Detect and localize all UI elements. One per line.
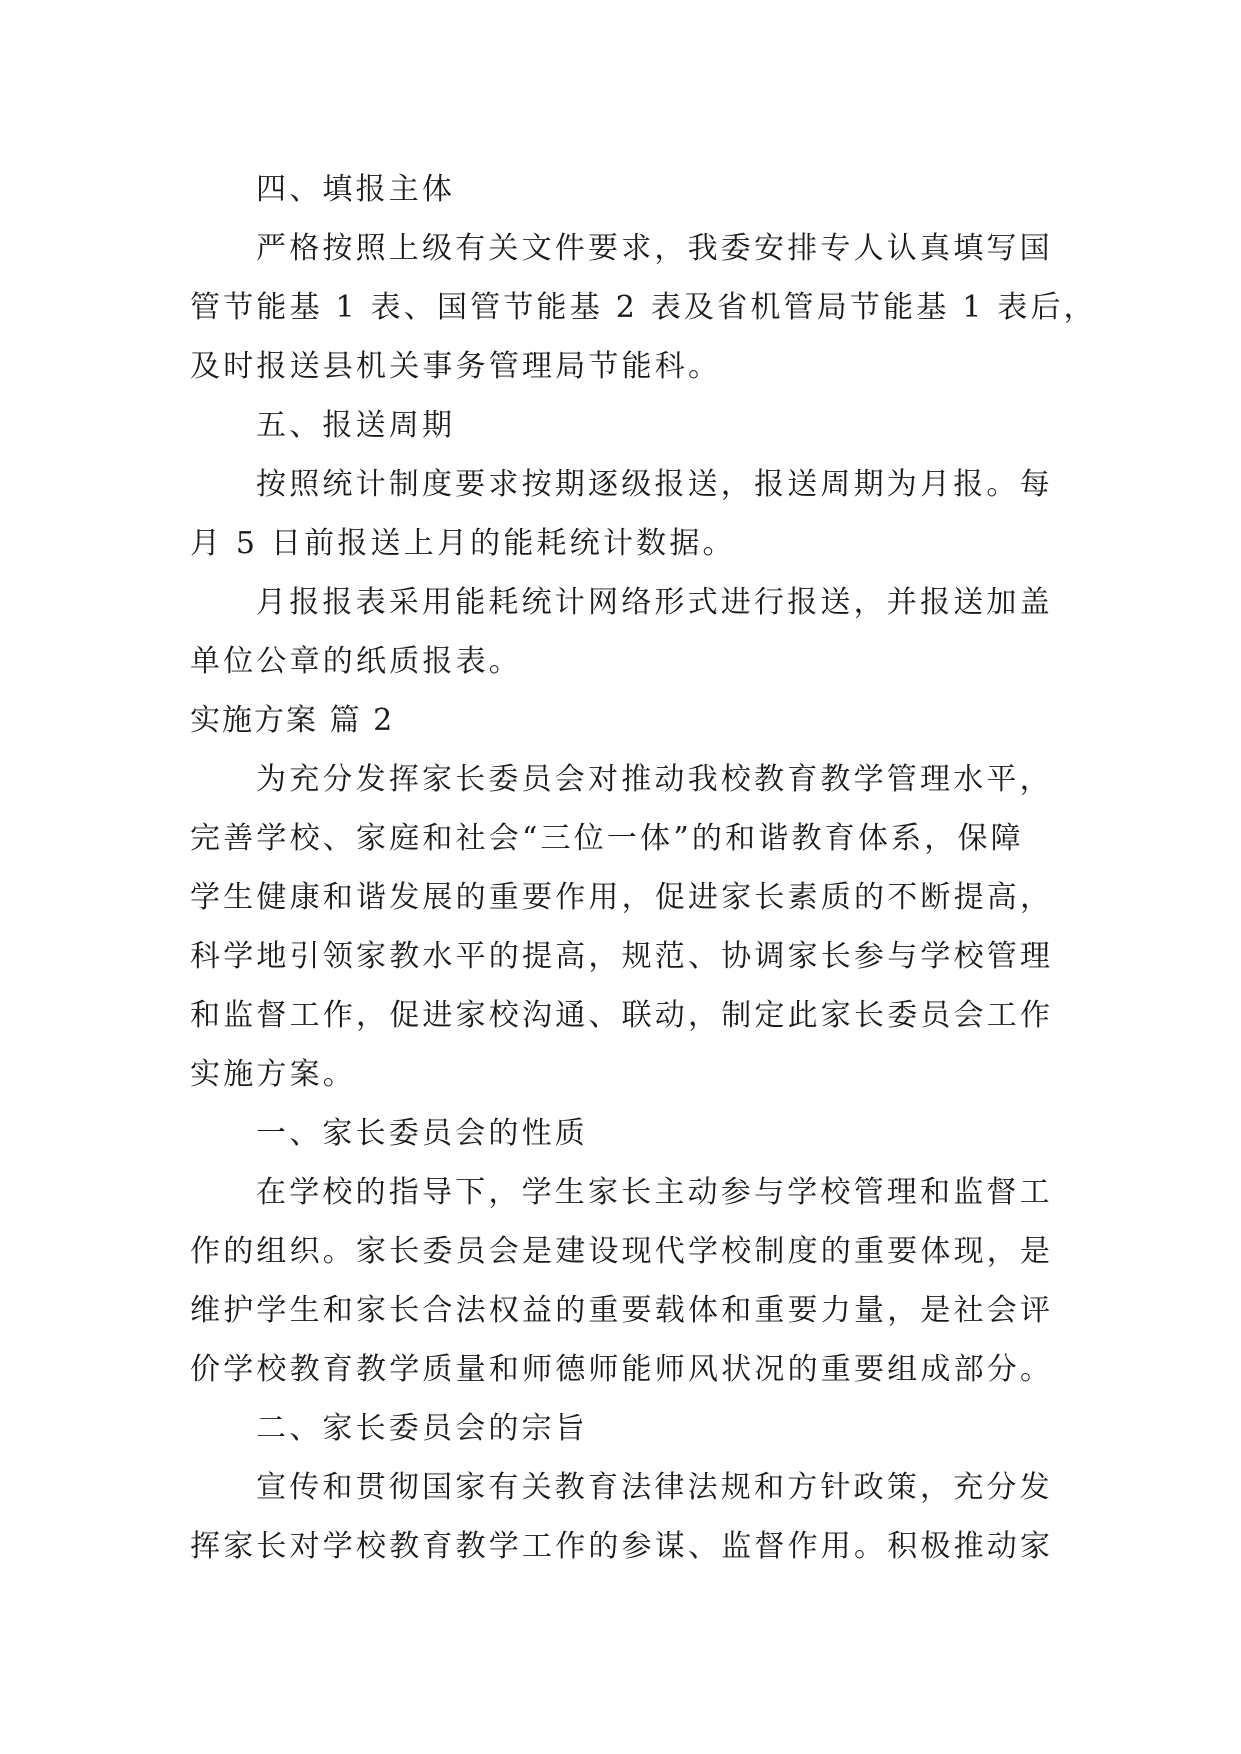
paragraph-line: 月 5 日前报送上月的能耗统计数据。 [190,526,736,561]
section-heading-report-cycle: 五、报送周期 [256,408,456,443]
paragraph-line: 科学地引领家教水平的提高，规范、协调家长参与学校管理 [190,939,1054,974]
paragraph-line: 完善学校、家庭和社会“三位一体”的和谐教育体系，保障 [190,821,1024,856]
paragraph-line: 严格按照上级有关文件要求，我委安排专人认真填写国 [256,231,1053,266]
paragraph-line: 作的组织。家长委员会是建设现代学校制度的重要体现，是 [190,1234,1054,1269]
paragraph-line: 宣传和贯彻国家有关教育法律法规和方针政策，充分发 [256,1470,1053,1505]
paragraph-line: 和监督工作，促进家校沟通、联动，制定此家长委员会工作 [190,998,1054,1033]
paragraph-line: 及时报送县机关事务管理局节能科。 [190,349,722,384]
paragraph-line: 月报报表采用能耗统计网络形式进行报送，并报送加盖 [256,585,1053,620]
paragraph-line: 在学校的指导下，学生家长主动参与学校管理和监督工 [256,1175,1053,1210]
paragraph-line: 单位公章的纸质报表。 [190,644,522,679]
section-heading-committee-nature: 一、家长委员会的性质 [256,1116,588,1151]
paragraph-line: 为充分发挥家长委员会对推动我校教育教学管理水平， [256,762,1053,797]
paragraph-line: 挥家长对学校教育教学工作的参谋、监督作用。积极推动家 [190,1529,1054,1564]
paragraph-line: 实施方案。 [190,1057,356,1092]
paragraph-line: 价学校教育教学质量和师德师能师风状况的重要组成部分。 [190,1352,1054,1387]
paragraph-line: 维护学生和家长合法权益的重要载体和重要力量，是社会评 [190,1293,1054,1328]
section-heading-committee-purpose: 二、家长委员会的宗旨 [256,1411,588,1446]
paragraph-line: 学生健康和谐发展的重要作用，促进家长素质的不断提高， [190,880,1054,915]
document-section-title: 实施方案 篇 2 [190,703,395,738]
paragraph-line: 按照统计制度要求按期逐级报送，报送周期为月报。每 [256,467,1053,502]
section-heading-fill-subject: 四、填报主体 [256,172,456,207]
document-page [190,160,1097,1576]
paragraph-line: 管节能基 1 表、国管节能基 2 表及省机管局节能基 1 表后， [190,290,1097,325]
